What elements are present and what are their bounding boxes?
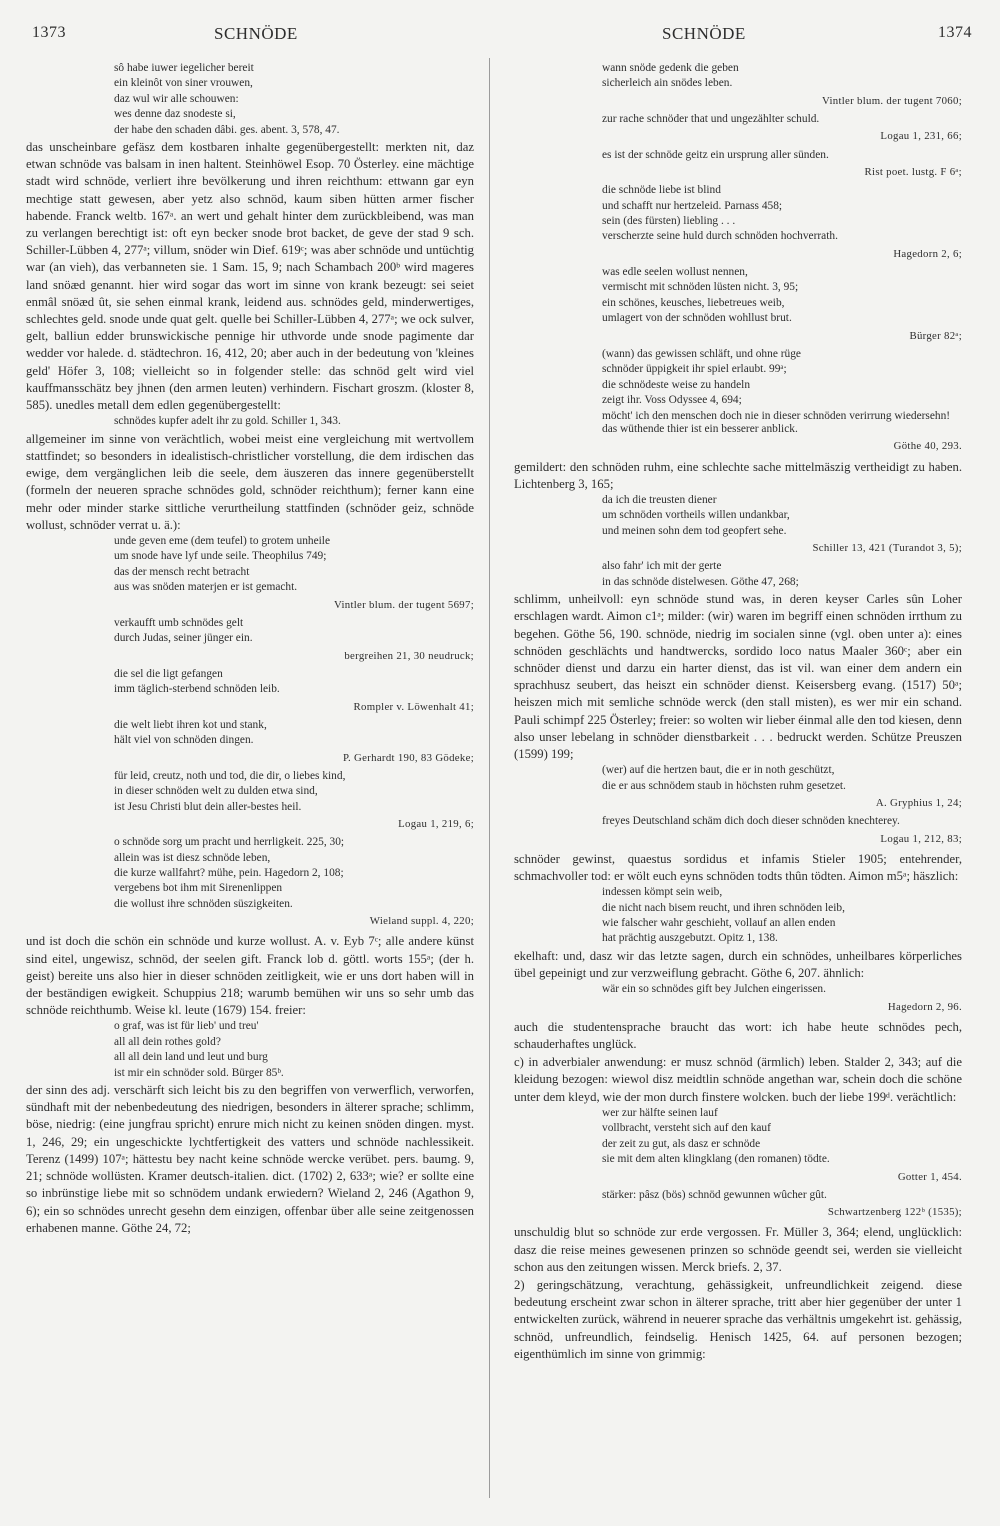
- citation-source: Gotter 1, 454.: [897, 1170, 962, 1183]
- quotation-line: imm täglich-sterbend schnöden leib.: [114, 683, 280, 696]
- entry-paragraph: schlimm, unheilvoll: eyn schnöde stund was, in deren keyser Carles sûn Loher erschlagen wardt. Aimon c1ᵃ; milder: (wir) waren im begriff einen schnöden irrthum zu begehen. Göthe 56, 190. schnöde, niedrig im socialen sinne (vgl. oben unter a): eines schnöden geschlächts und handtwercks, sordido loco natus Maaler 360ᶜ; aber ein schnöder dienst und darzu ein harter dienst, das ist vil. wan einer dem andern ein sprachhusz seubert, das heiszt ein schnöder dienst. Keisersberg evang. (1517) 50ᵃ; heiszen mich mit semliche schnöde werck (den stall misten), es wer mir ein schand. Pauli schimpf 225 Österley; freier: so wolten wir lieber éinmal alle den tod kiesen, denn also unser lebelang in schnöder dienstbarkeit . . . bedruckt werden. Schütze Preuszen (1599) 199;: [514, 592, 962, 761]
- quotation-line: all all dein land und leut und burg: [114, 1051, 268, 1064]
- quotation-line: und schafft nur hertzeleid. Parnass 458;: [602, 199, 783, 212]
- quotation-line: das der mensch recht betracht: [114, 565, 250, 578]
- entry-paragraph: c) in adverbialer anwendung: er musz schnöd (ärmlich) leben. Stalder 2, 343; auf die kleidung bezogen: wiewol disz meidtlin schnöde angethan war, schein doch die schöne unter dem kleyd, wie der mon durch finstere wolcken. buch der liebe 199ᵈ. verächtlich:: [514, 1055, 962, 1104]
- quotation-line: wes denne daz snodeste si,: [114, 108, 236, 121]
- quotation-line: und meinen sohn dem tod geopfert sehe.: [602, 524, 787, 537]
- quotation-line: o graf, was ist für lieb' und treu': [114, 1020, 259, 1033]
- quotation-line: die sel die ligt gefangen: [114, 667, 223, 680]
- quotation-line: wie falscher wahr geschieht, vollauf an allen enden: [602, 917, 836, 930]
- quotation-line: ist Jesu Christi blut dein aller-bestes heil.: [114, 800, 302, 813]
- quotation-line: indessen kömpt sein weib,: [602, 886, 723, 899]
- quotation-line: um schnöden vortheils willen undankbar,: [602, 509, 790, 522]
- quotation-line: zur rache schnöder that und ungezählter schuld.: [602, 113, 820, 126]
- quotation-line: zeigt ihr. Voss Odyssee 4, 694;: [602, 394, 742, 407]
- quotation-line: schnöder üppigkeit ihr spiel erlaubt. 99ᵃ;: [602, 363, 787, 376]
- quotation-line: ein kleinôt von siner vrouwen,: [114, 77, 253, 90]
- quotation-line: ein schönes, keusches, liebetreues weib,: [602, 296, 785, 309]
- entry-paragraph: 2) geringschätzung, verachtung, gehässigkeit, unfreundlichkeit zeigend. diese bedeutung erscheint zwar schon in älterer sprache, tritt aber hier gegenüber der unter 1 entwickelten zurück, während in neuerer sprache das verhältnis umgekehrt ist. gehässig, schnöd, unfreundlich, feindselig. Henisch 1425, 64. auf personen bezogen; eigenthümlich im sinne von grimmig:: [514, 1277, 962, 1361]
- quotation-line: die wollust ihre schnöden süszigkeiten.: [114, 897, 293, 910]
- quotation-line: (wer) auf die hertzen baut, die er in noth geschützt,: [602, 764, 835, 777]
- left-headword: SCHNÖDE: [214, 24, 298, 43]
- quotation-line: sein (des fürsten) liebling . . .: [602, 215, 736, 228]
- citation-source: Schwartzenberg 122ᵇ (1535);: [827, 1206, 962, 1219]
- quotation-line: hält viel von schnöden dingen.: [114, 734, 254, 747]
- quotation-line: vollbracht, versteht sich auf den kauf: [602, 1122, 771, 1135]
- citation-source: Hagedorn 2, 6;: [893, 247, 962, 260]
- left-page-number: 1373: [32, 24, 66, 41]
- quotation-line: wär ein so schnödes gift bey Julchen eingerissen.: [602, 983, 826, 996]
- entry-paragraph: schnöder gewinst, quaestus sordidus et infamis Stieler 1905; entehrender, schmachvoller tod: er wölt euch eyns schnöden todts thûn tödten. Aimon m5ᵃ; häszlich:: [514, 851, 962, 884]
- right-headword: SCHNÖDE: [662, 24, 746, 43]
- quotation-line: in dieser schnöden welt zu dulden etwa sind,: [114, 785, 318, 798]
- quotation-line: ist mir ein schnöder sold. Bürger 85ᵇ.: [114, 1066, 284, 1079]
- quotation-line: freyes Deutschland schäm dich doch dieser schnöden knechterey.: [602, 815, 900, 828]
- quotation-line: die schnöde liebe ist blind: [602, 184, 721, 197]
- quotation-line: es ist der schnöde geitz ein ursprung aller sünden.: [602, 148, 829, 161]
- citation-source: Wieland suppl. 4, 220;: [369, 915, 474, 928]
- quotation-line: verscherzte seine huld durch schnöden hochverrath.: [602, 230, 838, 243]
- quotation-line: aus was snöden materjen er ist gemacht.: [114, 581, 298, 594]
- page-header: [32, 24, 972, 58]
- quotation-line: verkaufft umb schnödes gelt: [114, 616, 244, 629]
- column-divider: [489, 58, 490, 1498]
- quotation-line: unde geven eme (dem teufel) to grotem unheile: [114, 534, 331, 547]
- citation-source: Logau 1, 231, 66;: [880, 130, 962, 143]
- entry-paragraph: allgemeiner im sinne von verächtlich, wobei meist eine vergleichung mit wertvollem stattfindet; so besonders in idealistisch-christlicher vorstellung, die dem irdischen das ewige, dem vergänglichen leib die seele, dem äuszeren das innere gegenüberstellt (formeln der neueren sprache schnödes gold, schnöder reichthum); ferner kann eine mehr oder minder starke sittliche verurtheilung stattfinden (schnöder geiz, schnöde wollust, schnöder verrat u. ä.):: [26, 431, 474, 532]
- quotation-line: sô habe iuwer iegelicher bereit: [114, 62, 254, 74]
- quotation-line: wann snöde gedenk die geben: [602, 62, 739, 74]
- citation-source: Logau 1, 212, 83;: [880, 832, 962, 845]
- quotation-line: (wann) das gewissen schläft, und ohne rüge: [602, 347, 801, 360]
- quotation-line: die er aus schnödem staub in höchsten ruhm gesetzet.: [602, 779, 846, 792]
- entry-paragraph: der sinn des adj. verschärft sich leicht bis zu den begriffen von verwerflich, verworfen, sündhaft mit der nebenbedeutung des niedrigen, besonders in älterer sprache; schlimm, böse, niedrig: (eine jungfrau spricht) enrure mich nicht zu keinen snöden dingen. myst. 1, 246, 29; ein ungeschickte lychtfertigkeit des vatters und schnöde nachlessikeit. Terenz (1499) 107ᵃ; hättestu bey nacht keine schnöde wercke verübet. pers. baumg. 9, 21; schnöde wollüsten. Kramer deutsch-italien. dict. (1702) 2, 633ᵃ; wie? er sollte eine so inbrünstige liebe mit so schnödem undank erwiedern? Wieland 2, 246 (Agathon 9, 6); ein so schnödes unrecht gesehn dem einzigen, offenbar über alle seine zeitgenossen erhabenen manne. Göthe 24, 72;: [26, 1083, 474, 1235]
- citation-source: Logau 1, 219, 6;: [398, 818, 474, 830]
- entry-paragraph: und ist doch die schön ein schnöde und kurze wollust. A. v. Eyb 7ᶜ; alle andere künst sind eitel, ungewisz, schnöd, der seelen gift. Franck lob d. göttl. worts 155ᵃ; (der h. geist) bereite uns also hier in dieser schnöden zeitligkeit, wie er uns dort haben will in der beständigen ewigkeit. Schuppius 218; warumb bemühen wir uns so sehr umb das schnöde reichthumb. Weise kl. leute (1679) 154. freier:: [26, 934, 474, 1018]
- citation-source: P. Gerhardt 190, 83 Gödeke;: [342, 751, 474, 764]
- quotation-line: o schnöde sorg um pracht und herrligkeit. 225, 30;: [114, 836, 345, 849]
- quotation-line: der zeit zu gut, als dasz er schnöde: [602, 1137, 761, 1150]
- quotation-line: also fahr' ich mit der gerte: [602, 560, 722, 573]
- quotation-line: was edle seelen wollust nennen,: [602, 266, 748, 279]
- entry-paragraph: auch die studentensprache braucht das wort: ich habe heute schnödes pech, schauderhaftes unglück.: [514, 1019, 962, 1052]
- quotation-line: durch Judas, seiner jünger ein.: [114, 632, 253, 645]
- entry-paragraph: gemildert: den schnöden ruhm, eine schlechte sache mittelmäszig vertheidigt zu haben. Lichtenberg 3, 165;: [514, 459, 962, 491]
- quotation-line: vergebens bot ihm mit Sirenenlippen: [114, 882, 283, 895]
- quotation-line: in das schnöde distelwesen. Göthe 47, 268;: [602, 575, 799, 588]
- quotation-line: die schnödeste weise zu handeln: [602, 378, 751, 391]
- quotation-line: vermischt mit schnöden lüsten nicht. 3, 95;: [602, 281, 799, 294]
- quotation-line: daz wul wir alle schouwen:: [114, 92, 239, 105]
- citation-source: Bürger 82ᵃ;: [909, 329, 962, 342]
- quotation-line: wer zur hälfte seinen lauf: [602, 1106, 718, 1119]
- citation-source: A. Gryphius 1, 24;: [875, 797, 962, 810]
- right-column: [514, 62, 962, 1512]
- citation-source: Vintler blum. der tugent 5697;: [334, 598, 474, 611]
- entry-paragraph: ekelhaft: und, dasz wir das letzte sagen, durch ein schnödes, unheilbares körperliches übel gepeinigt und zur verzweiflung gebracht. Göthe 6, 207. ähnlich:: [514, 948, 962, 981]
- quotation-line: da ich die treusten diener: [602, 493, 717, 506]
- citation-source: Schiller 13, 421 (Turandot 3, 5);: [812, 542, 962, 555]
- citation-source: Rist poet. lustg. F 6ᵃ;: [864, 166, 962, 179]
- quotation-line: die kurze wallfahrt? mühe, pein. Hagedorn 2, 108;: [114, 867, 344, 880]
- quotation-line: sie mit dem alten klingklang (den romanen) tödte.: [602, 1153, 830, 1166]
- citation-source: bergreihen 21, 30 neudruck;: [344, 649, 474, 662]
- quotation-line: hat prächtig auszgebutzt. Opitz 1, 138.: [602, 932, 778, 945]
- quotation-line: allein was ist diesz schnöde leben,: [114, 851, 271, 864]
- quotation-line: sicherleich ain snödes leben.: [602, 77, 733, 90]
- quotation-line: um snode have lyf unde seile. Theophilus 749;: [114, 550, 327, 563]
- citation-source: Göthe 40, 293.: [893, 440, 962, 453]
- quotation-line: schnödes kupfer adelt ihr zu gold. Schiller 1, 343.: [114, 415, 341, 428]
- quotation-line: für leid, creutz, noth und tod, die dir, o liebes kind,: [114, 769, 346, 782]
- quotation-line: möcht' ich den menschen doch nie in dieser schnöden verirrung wiedersehn! das wüthende thier ist ein besserer anblick.: [602, 409, 951, 435]
- entry-paragraph: unschuldig blut so schnöde zur erde vergossen. Fr. Müller 3, 364; elend, unglücklich: dasz die reise meines gewesenen prinzen so schnöde geendt sei, werden sie vielleicht schon aus den zeitungen wissen. Merck briefs. 2, 37.: [514, 1225, 962, 1274]
- quotation-line: stärker: pâsz (bös) schnöd gewunnen wûcher gût.: [602, 1188, 827, 1201]
- citation-source: Vintler blum. der tugent 7060;: [822, 94, 962, 107]
- citation-source: Rompler v. Löwenhalt 41;: [353, 700, 474, 713]
- right-page-number: 1374: [938, 24, 972, 41]
- quotation-line: all all dein rothes gold?: [114, 1035, 221, 1048]
- citation-source: Hagedorn 2, 96.: [887, 1000, 962, 1013]
- quotation-line: die welt liebt ihren kot und stank,: [114, 718, 267, 731]
- quotation-line: der habe den schaden dâbi. ges. abent. 3, 578, 47.: [114, 123, 340, 136]
- left-column: [26, 62, 474, 1512]
- quotation-line: umlagert von der schnöden wohllust brut.: [602, 312, 792, 325]
- quotation-line: die nicht nach bisem reucht, und ihren schnöden leib,: [602, 901, 845, 914]
- entry-paragraph: das unscheinbare gefäsz dem kostbaren inhalte gegenübergestellt: merkten nit, daz etwan schnöde vas balsam in inen haltent. Steinhöwel Esop. 70 Österley. eine mächtige stadt wird schnöde, verliert ihre bevölkerung und ihren reichthum: ettwann gar eyn mechtige statt gewesen, aber yetz also schnöd, kaum siben hütten armer fischer habende. Franck weltb. 167ᵃ. an wert und gehalt hinter dem zurückbleibend, was man zu verlangen berechtigt ist: oft eyn becker snode brot backet, de geve der stad 9 sch. Schiller-Lübben 4, 277ᵃ; villum, snöder win Dief. 619ᶜ; was aber schnöde und untüchtig war (an vieh), das verbanneten sie. 1 Sam. 15, 9; nach Schambach 200ᵇ wird mageres land snöæd genannt. hier wird sogar das wort im sinne von krank bezeugt: sei seiet enmâl snöæd ût, sie sehen einmal krank, leidend aus. schnödes geld, minderwertiges, schlechtes geld. snode unde quat gelt. quelle bei Schiller-Lübben 4, 277ᵃ; we ock sulver, gelt, balliun edder brunswickische pennige hir uthvorde unde snode pagimente dar wedder vor halede. d. städtechron. 16, 412, 20; aber auch in der bedeutung von 'kleines geld' Höfer 3, 108; vielleicht so in folgender stelle: das schnöd gelt wird viel kauffmansschätz bey jhnen (den armen leuten) verhindern. Fischart groszm. (kloster 8, 585). unedles metall dem edlen gegenübergestellt:: [26, 140, 474, 413]
